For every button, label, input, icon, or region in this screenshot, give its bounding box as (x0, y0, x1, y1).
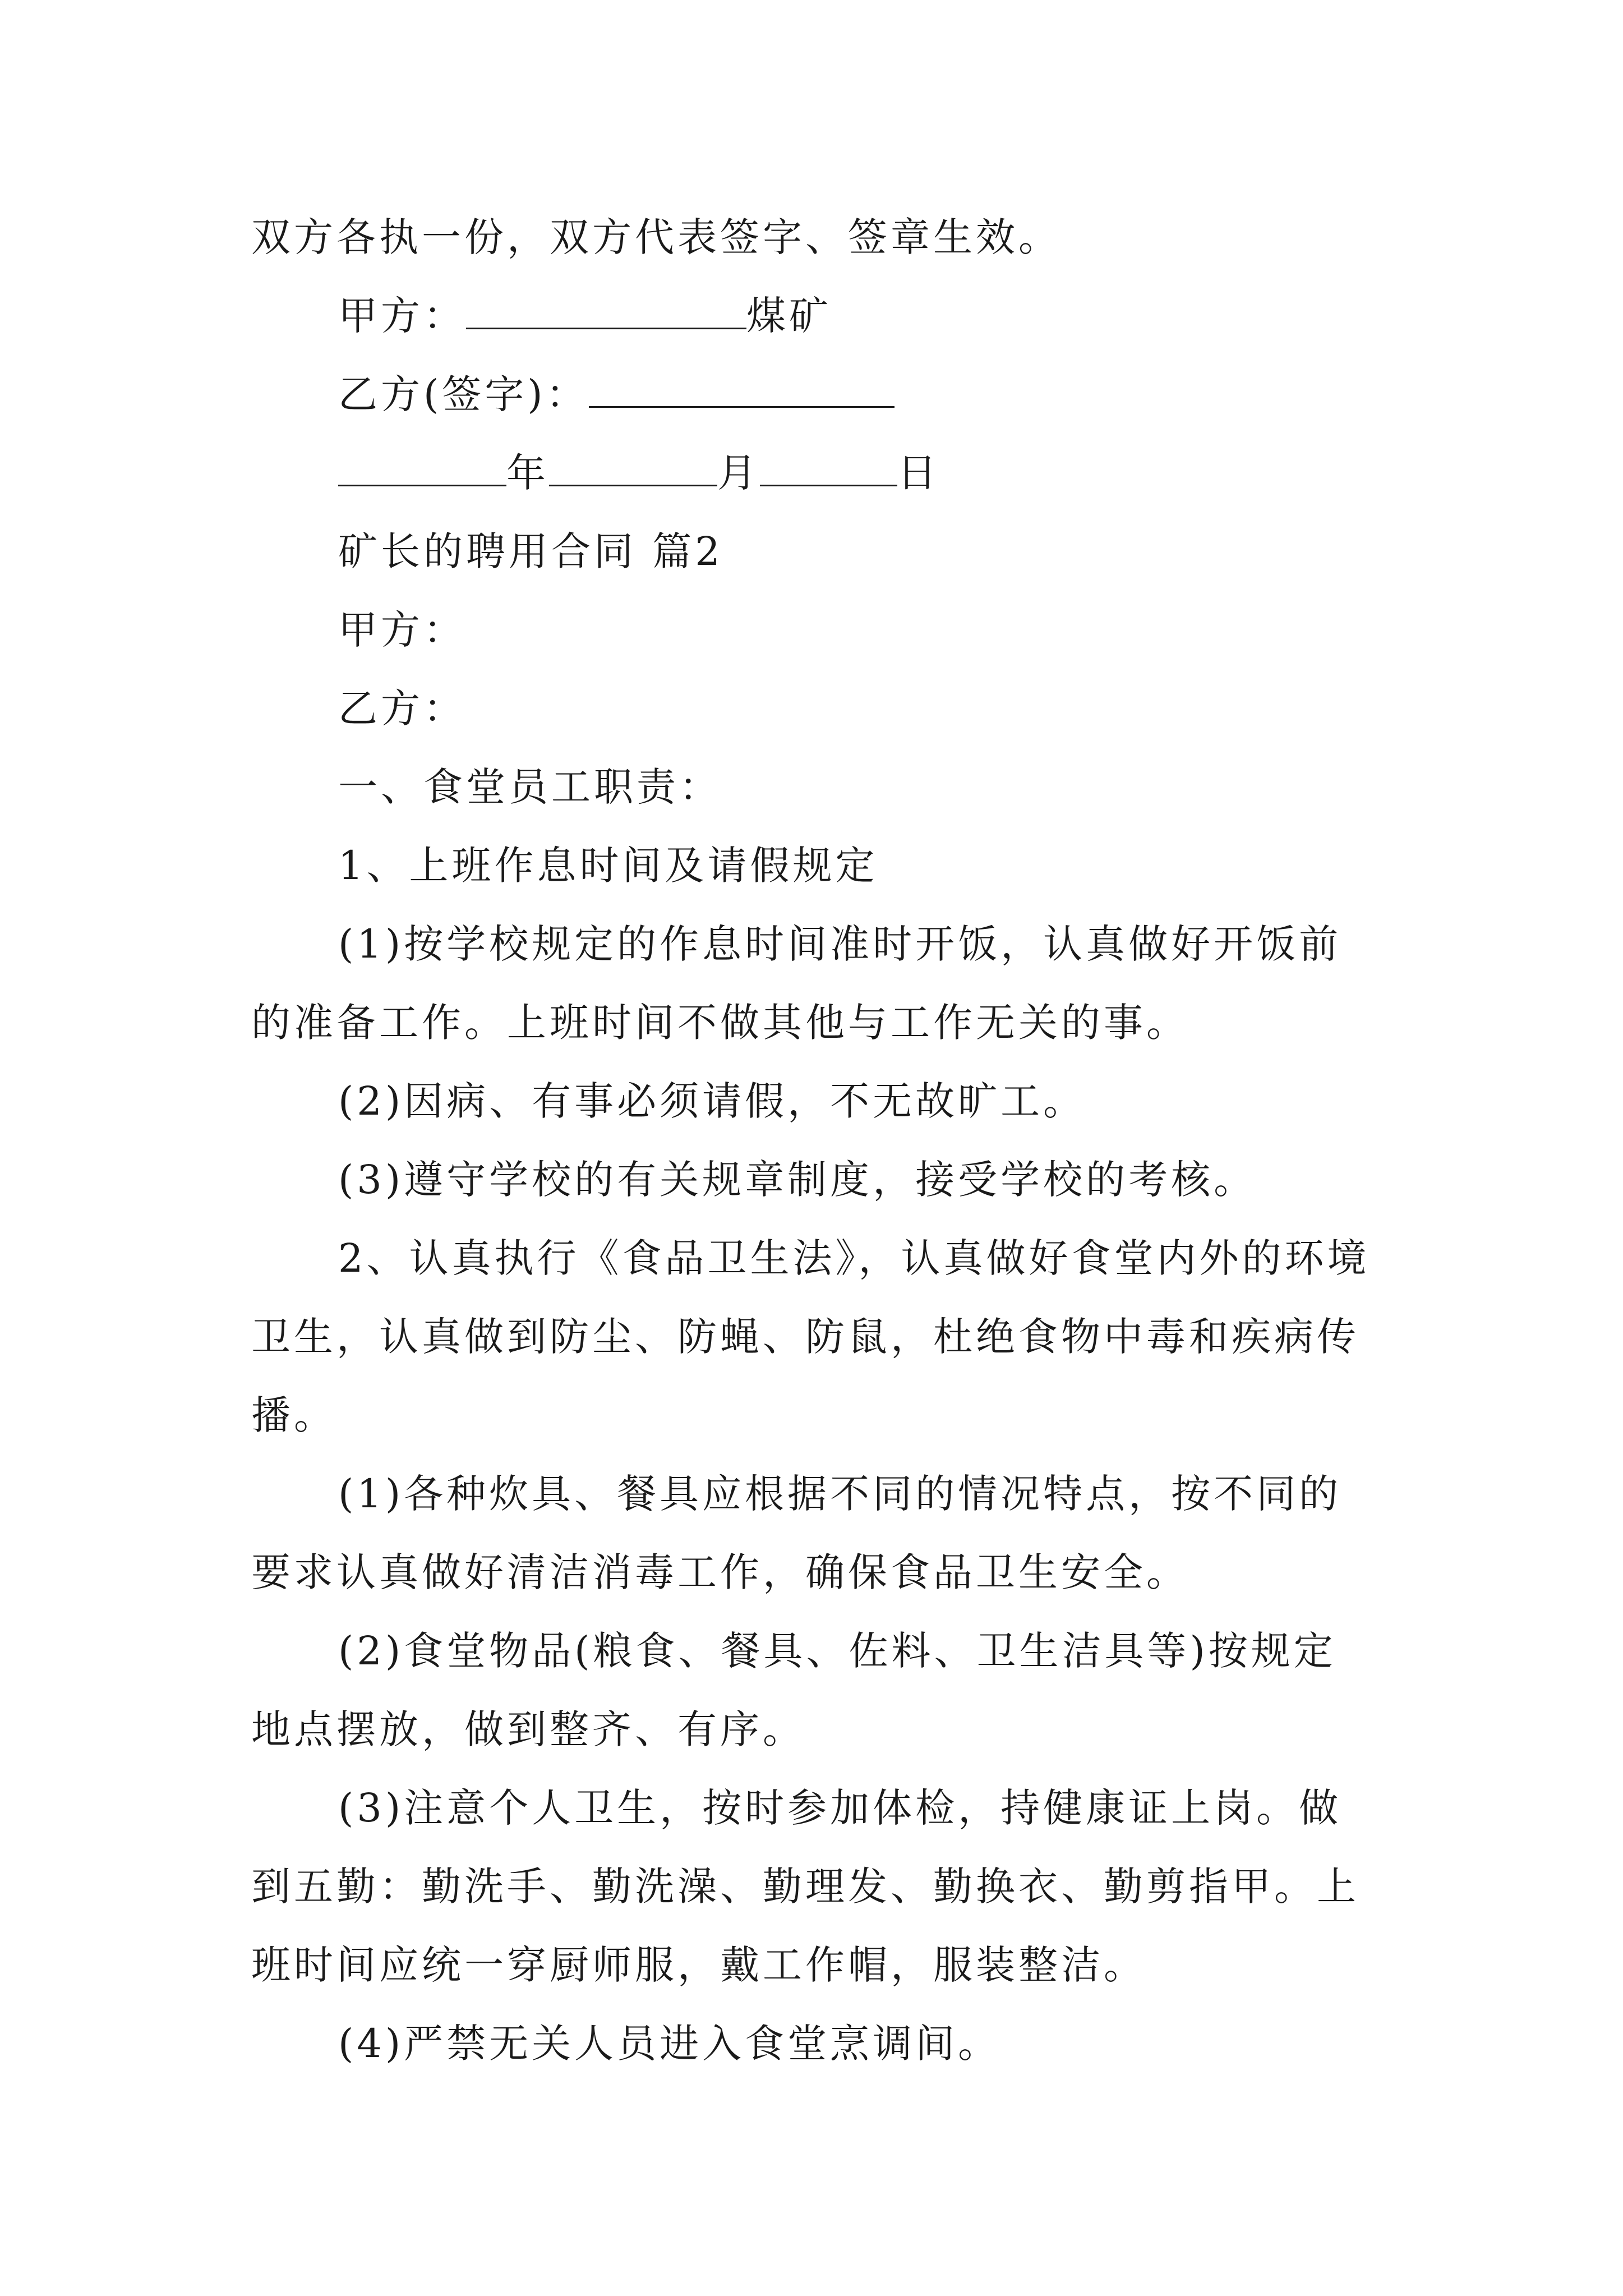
paragraph-line: (3)注意个人卫生，按时参加体检，持健康证上岗。做 (338, 1785, 1342, 1831)
paragraph-line: 要求认真做好清洁消毒工作，确保食品卫生安全。 (251, 1549, 1189, 1595)
party-b-label: 乙方(签字)： (338, 371, 589, 417)
paragraph-line: (1)按学校规定的作息时间准时开饭，认真做好开饭前 (338, 921, 1342, 967)
party-a-line (338, 291, 832, 341)
paragraph-line: 播。 (251, 1392, 336, 1438)
party-a-label: 甲方： (338, 293, 466, 339)
day-blank (760, 448, 897, 486)
paragraph-line: 双方各执一份，双方代表签字、签章生效。 (251, 214, 1061, 260)
paragraph-line: (1)各种炊具、餐具应根据不同的情况特点，按不同的 (338, 1471, 1342, 1517)
party-b-line-2: 乙方： (338, 685, 466, 731)
party-a-line-2: 甲方： (338, 607, 466, 653)
date-month-label: 月 (717, 450, 760, 496)
party-b-line (338, 369, 895, 420)
date-line (338, 448, 940, 498)
signature-blank (589, 369, 895, 408)
paragraph-line: (3)遵守学校的有关规章制度，接受学校的考核。 (338, 1157, 1257, 1203)
month-blank (549, 448, 717, 486)
date-day-label: 日 (897, 450, 940, 496)
date-year-label: 年 (506, 450, 549, 496)
paragraph-line: 到五勤：勤洗手、勤洗澡、勤理发、勤换衣、勤剪指甲。上 (251, 1864, 1359, 1910)
party-a-suffix: 煤矿 (746, 293, 832, 339)
year-blank (338, 448, 506, 486)
heading-line: 一、食堂员工职责： (338, 764, 722, 810)
paragraph-line: 的准备工作。上班时间不做其他与工作无关的事。 (251, 1000, 1189, 1046)
section-title: 矿长的聘用合同 篇2 (338, 528, 723, 574)
paragraph-line: 地点摆放，做到整齐、有序。 (251, 1706, 805, 1752)
signature-blank (466, 291, 746, 329)
paragraph-line: 2、认真执行《食品卫生法》，认真做好食堂内外的环境 (338, 1235, 1370, 1281)
paragraph-line: (2)因病、有事必须请假，不无故旷工。 (338, 1078, 1086, 1124)
paragraph-line: (4)严禁无关人员进入食堂烹调间。 (338, 2021, 1001, 2067)
paragraph-line: 卫生，认真做到防尘、防蝇、防鼠，杜绝食物中毒和疾病传 (251, 1314, 1359, 1360)
paragraph-line: 班时间应统一穿厨师服，戴工作帽，服装整洁。 (251, 1942, 1146, 1988)
paragraph-line: (2)食堂物品(粮食、餐具、佐料、卫生洁具等)按规定 (338, 1628, 1336, 1674)
paragraph-line: 1、上班作息时间及请假规定 (338, 843, 878, 889)
